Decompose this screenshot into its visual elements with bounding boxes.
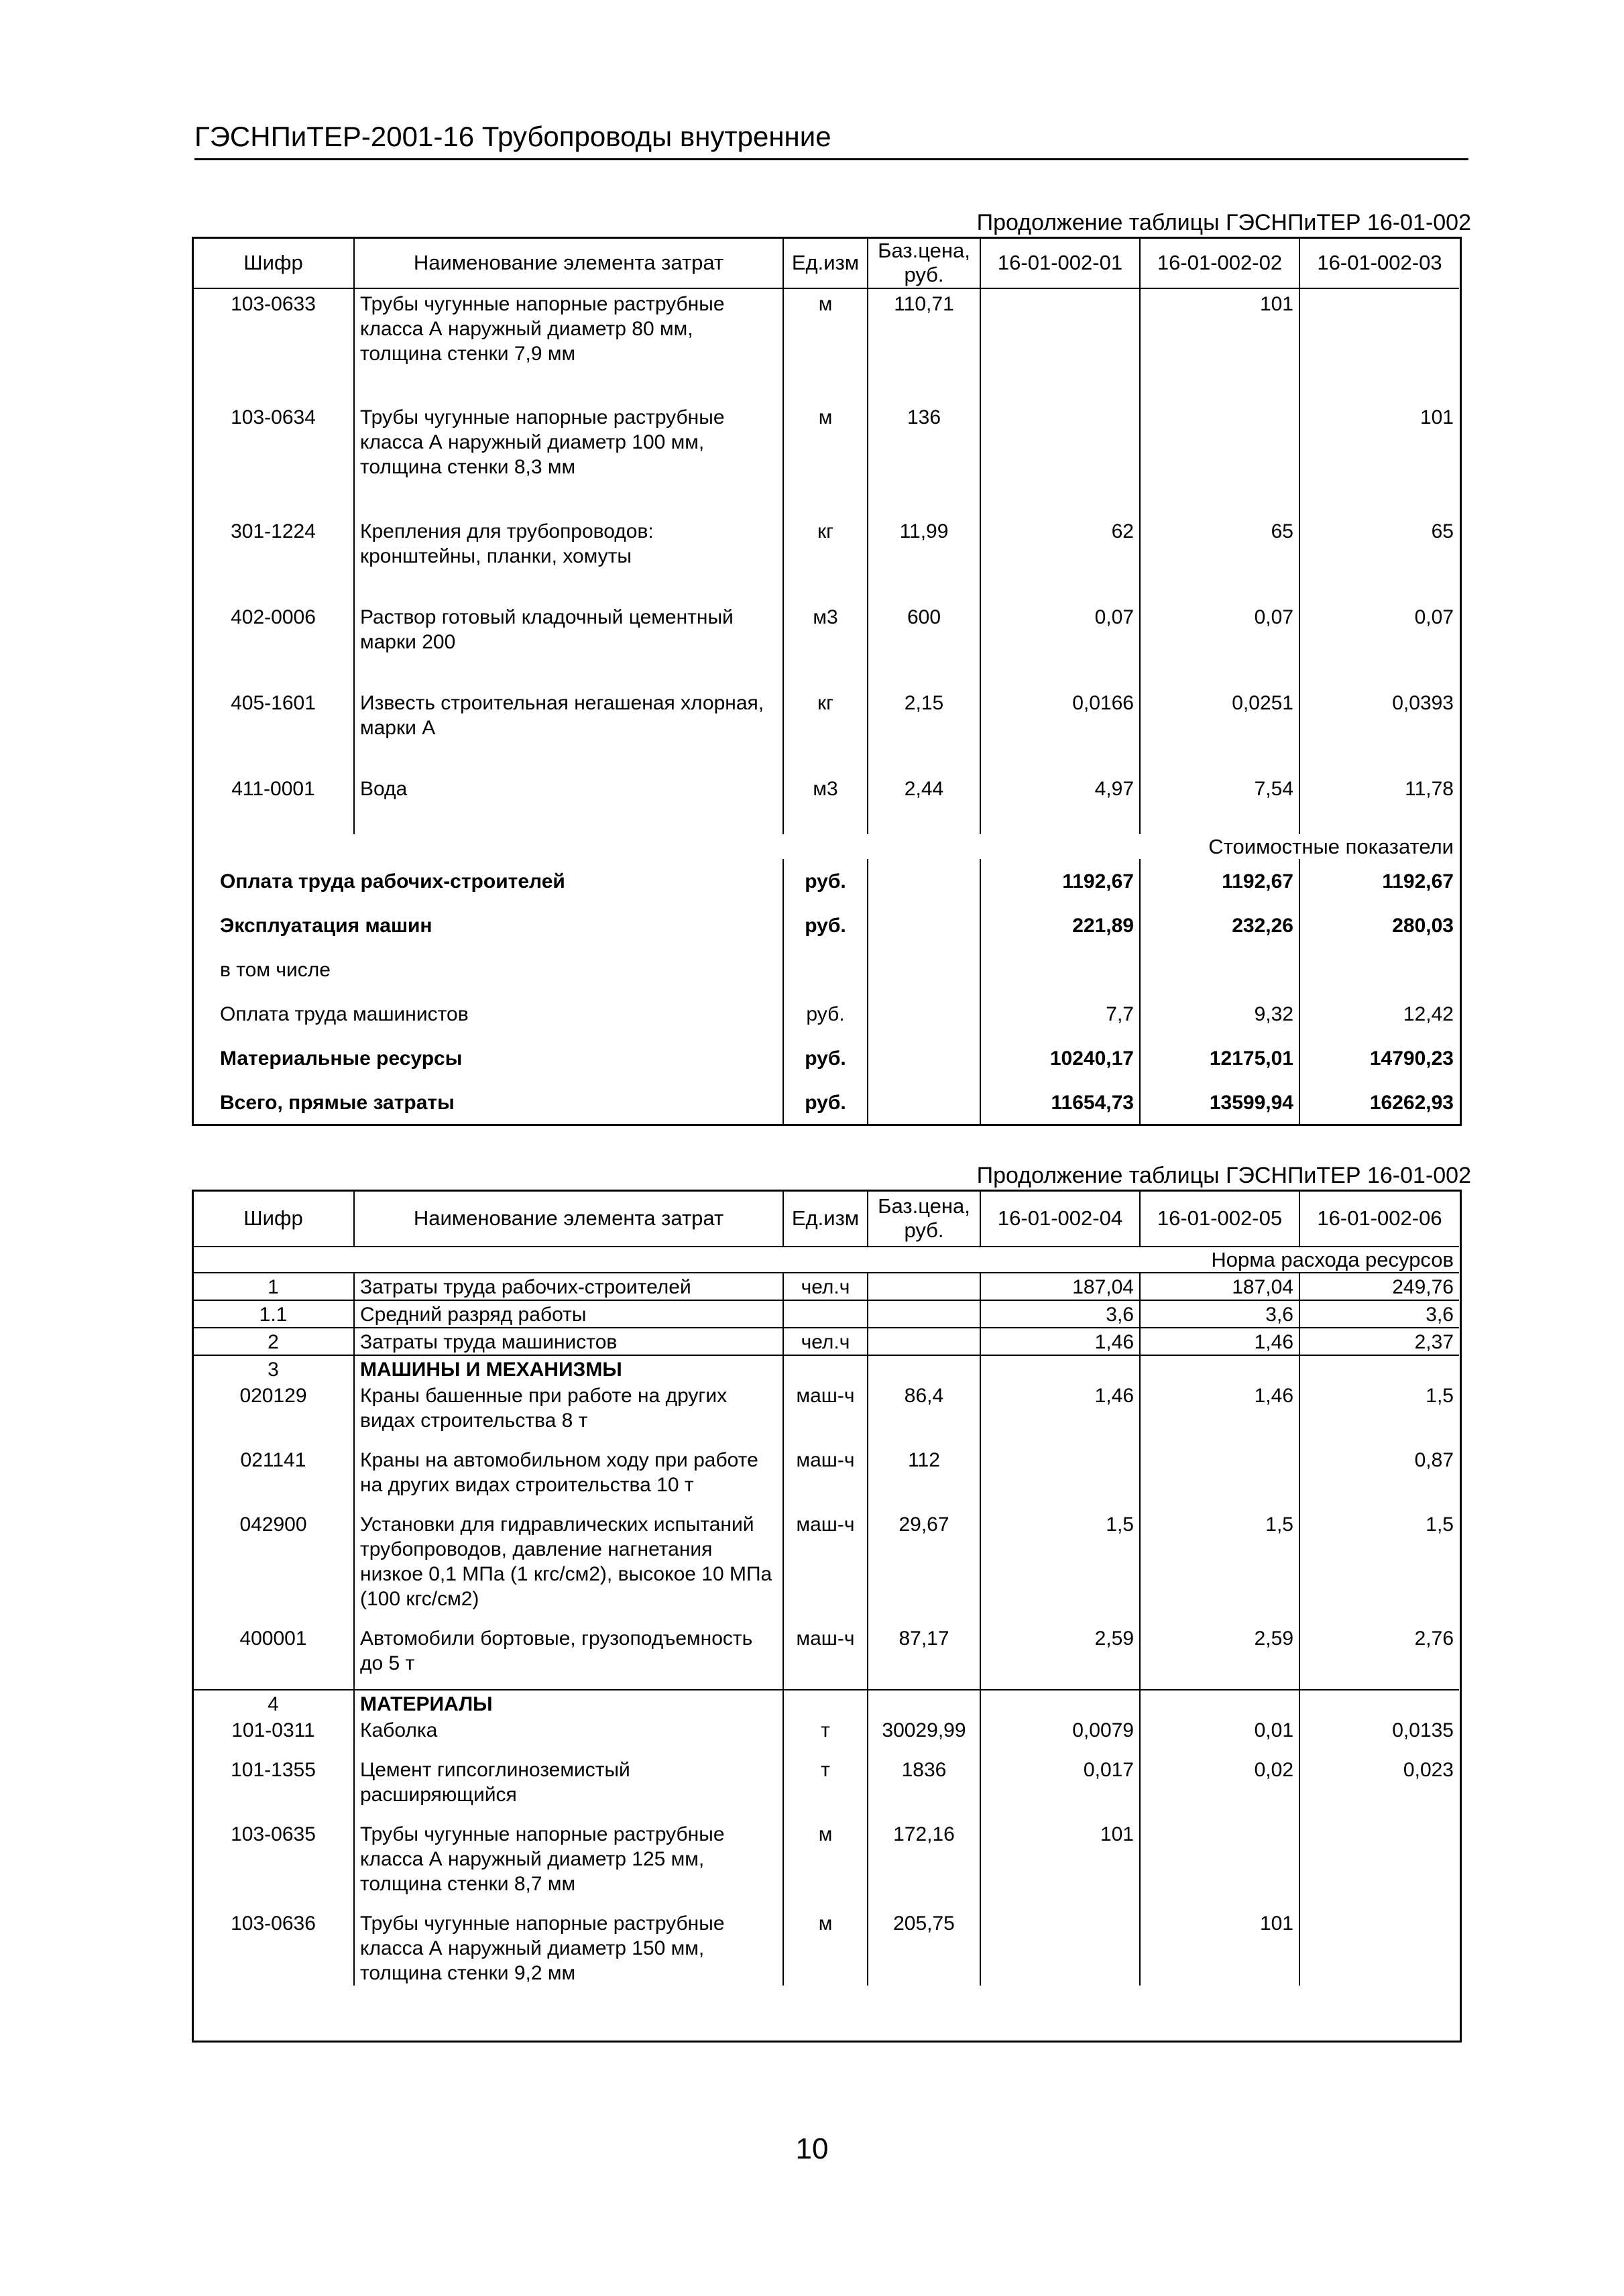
- spacer-cell: [193, 1611, 354, 1625]
- summary-variant-2: 9,32: [1140, 992, 1299, 1036]
- summary-price-empty: [868, 992, 980, 1036]
- spacer-cell: [354, 1896, 783, 1910]
- row-spacer: [193, 1611, 1459, 1625]
- resource-price: 11,99: [868, 516, 980, 602]
- col-name-header: Наименование элемента затрат: [354, 1190, 783, 1247]
- resource-code: 101-0311: [231, 1719, 315, 1741]
- resource-unit: кг: [783, 516, 868, 602]
- table-row: [193, 1717, 1459, 1743]
- resource-price: 87,17: [868, 1625, 980, 1676]
- spacer-cell: [783, 1611, 868, 1625]
- col-price-header: Баз.цена, руб.: [868, 237, 980, 288]
- summary-variant-3: 280,03: [1299, 903, 1459, 948]
- table-row: [193, 1625, 1459, 1676]
- col-variant-4-header: 16-01-002-04: [980, 1190, 1140, 1247]
- value-variant-6: 1,5: [1299, 1382, 1459, 1433]
- col-price-header: Баз.цена, руб.: [868, 1190, 980, 1247]
- resource-code: 1.1: [193, 1300, 354, 1328]
- spacer-cell: [1140, 1807, 1299, 1821]
- table-row: [193, 602, 1459, 688]
- value-variant-5: 101: [1140, 1910, 1299, 1986]
- value-variant-1: 4,97: [980, 774, 1140, 834]
- spacer-cell: [193, 1807, 354, 1821]
- resource-code: 4: [193, 1690, 354, 1717]
- col-variant-1-header: 16-01-002-01: [980, 237, 1140, 288]
- resource-price: 2,44: [868, 774, 980, 834]
- row-spacer: [193, 1896, 1459, 1910]
- resource-price: 112: [868, 1446, 980, 1497]
- resource-name: Трубы чугунные напорные раструбные класса А наружный диаметр 150 мм, толщина стенки 9,2 мм: [354, 1910, 783, 1986]
- value-variant-4: 1,46: [980, 1328, 1140, 1355]
- row-spacer: [193, 1676, 1459, 1690]
- resource-table-2: [193, 1190, 1459, 1986]
- resource-name: Трубы чугунные напорные раструбные класса А наружный диаметр 125 мм, толщина стенки 8,7 мм: [354, 1821, 783, 1896]
- value-variant-3: 11,78: [1299, 774, 1459, 834]
- spacer-cell: [868, 1611, 980, 1625]
- spacer-cell: [193, 1896, 354, 1910]
- summary-variant-2: 1192,67: [1140, 859, 1299, 903]
- value-variant-5: 1,46: [1140, 1382, 1299, 1433]
- section-band-label: Стоимостные показатели: [1208, 835, 1454, 858]
- resource-price: [868, 1300, 980, 1328]
- spacer-cell: [1140, 1497, 1299, 1511]
- row-spacer: [193, 1497, 1459, 1511]
- value-variant-6: 249,76: [1299, 1273, 1459, 1300]
- resource-price: 1836: [868, 1756, 980, 1807]
- summary-variant-2: 232,26: [1140, 903, 1299, 948]
- resource-code: 301-1224: [231, 520, 316, 542]
- summary-row: [193, 1036, 1459, 1080]
- spacer-cell: [868, 1896, 980, 1910]
- resource-name: Известь строительная негашеная хлорная, марки А: [354, 688, 783, 774]
- value-variant-4: 1,46: [980, 1382, 1140, 1433]
- spacer-cell: [193, 1433, 354, 1446]
- resource-name: Трубы чугунные напорные раструбные класса А наружный диаметр 80 мм, толщина стенки 7,9 мм: [354, 288, 783, 402]
- table-row: [193, 516, 1459, 602]
- value-variant-3: 65: [1299, 516, 1459, 602]
- summary-variant-1: 7,7: [980, 992, 1140, 1036]
- resource-price: [868, 1690, 980, 1717]
- spacer-cell: [783, 1807, 868, 1821]
- resource-name: Автомобили бортовые, грузоподъемность до 5 т: [354, 1625, 783, 1676]
- resource-unit: м: [783, 402, 868, 516]
- summary-name: Эксплуатация машин: [220, 914, 432, 937]
- value-variant-2: 0,0251: [1140, 688, 1299, 774]
- spacer-cell: [980, 1743, 1140, 1756]
- spacer-cell: [1299, 1433, 1459, 1446]
- spacer-cell: [1140, 1611, 1299, 1625]
- value-variant-1: 62: [980, 516, 1140, 602]
- table1-caption: Продолжение таблицы ГЭСНПиТЕР 16-01-002: [976, 210, 1471, 235]
- value-variant-2: [1140, 402, 1299, 516]
- value-variant-3: 0,0393: [1299, 688, 1459, 774]
- value-variant-4: [980, 1355, 1140, 1382]
- summary-variant-3: 14790,23: [1299, 1036, 1459, 1080]
- value-variant-5: 187,04: [1140, 1273, 1299, 1300]
- summary-variant-3: 16262,93: [1299, 1080, 1459, 1125]
- summary-variant-1: 11654,73: [980, 1080, 1140, 1125]
- value-variant-6: 0,87: [1299, 1446, 1459, 1497]
- value-variant-6: 3,6: [1299, 1300, 1459, 1328]
- col-name-header: Наименование элемента затрат: [354, 237, 783, 288]
- table-row: [193, 1821, 1459, 1896]
- value-variant-4: 0,017: [980, 1756, 1140, 1807]
- table-row: [193, 1511, 1459, 1611]
- resource-unit: м: [783, 288, 868, 402]
- summary-name: Всего, прямые затраты: [220, 1091, 455, 1114]
- table-row: [193, 1355, 1459, 1382]
- value-variant-5: 1,5: [1140, 1511, 1299, 1611]
- value-variant-4: [980, 1690, 1140, 1717]
- resource-table-1: [193, 237, 1459, 1125]
- spacer-cell: [1299, 1611, 1459, 1625]
- value-variant-3: [1299, 288, 1459, 402]
- value-variant-5: 1,46: [1140, 1328, 1299, 1355]
- table-row: [193, 688, 1459, 774]
- resource-code: 402-0006: [231, 606, 316, 628]
- section-band: [193, 1247, 1459, 1273]
- col-unit-header: Ед.изм: [783, 1190, 868, 1247]
- value-variant-1: [980, 402, 1140, 516]
- resource-price: 2,15: [868, 688, 980, 774]
- resource-code: 405-1601: [231, 692, 316, 714]
- value-variant-6: 2,76: [1299, 1625, 1459, 1676]
- spacer-cell: [868, 1676, 980, 1690]
- value-variant-4: [980, 1446, 1140, 1497]
- spacer-cell: [868, 1807, 980, 1821]
- resource-code: 411-0001: [231, 778, 315, 800]
- resource-unit: чел.ч: [783, 1273, 868, 1300]
- summary-variant-1: [980, 948, 1140, 992]
- resource-unit: маш-ч: [783, 1625, 868, 1676]
- spacer-cell: [193, 1497, 354, 1511]
- spacer-cell: [1299, 1807, 1459, 1821]
- table1-header-row: [193, 237, 1459, 288]
- header-title: ГЭСНПиТЕР-2001-16 Трубопроводы внутренние: [194, 121, 831, 152]
- spacer-cell: [1299, 1676, 1459, 1690]
- resource-price: 29,67: [868, 1511, 980, 1611]
- resource-price: 30029,99: [868, 1717, 980, 1743]
- value-variant-6: 0,0135: [1299, 1717, 1459, 1743]
- summary-row: [193, 903, 1459, 948]
- resource-unit: т: [783, 1717, 868, 1743]
- summary-variant-3: [1299, 948, 1459, 992]
- resource-unit: т: [783, 1756, 868, 1807]
- summary-name: Оплата труда рабочих-строителей: [220, 870, 565, 893]
- resource-name: Затраты труда машинистов: [354, 1328, 783, 1355]
- spacer-cell: [980, 1611, 1140, 1625]
- value-variant-2: 0,07: [1140, 602, 1299, 688]
- spacer-cell: [1140, 1896, 1299, 1910]
- resource-name: Установки для гидравлических испытаний трубопроводов, давление нагнетания низкое 0,1 МПа (1 кгс/см2), высокое 10 МПа (100 кгс/см2): [354, 1511, 783, 1611]
- spacer-cell: [1140, 1743, 1299, 1756]
- resource-price: 86,4: [868, 1382, 980, 1433]
- value-variant-3: 101: [1299, 402, 1459, 516]
- row-spacer: [193, 1433, 1459, 1446]
- col-variant-5-header: 16-01-002-05: [1140, 1190, 1299, 1247]
- value-variant-6: [1299, 1355, 1459, 1382]
- table-row: [193, 1690, 1459, 1717]
- table-row: [193, 1300, 1459, 1328]
- resource-name: Затраты труда рабочих-строителей: [354, 1273, 783, 1300]
- value-variant-5: [1140, 1821, 1299, 1896]
- resource-code: 3: [193, 1355, 354, 1382]
- value-variant-5: [1140, 1690, 1299, 1717]
- col-variant-6-header: 16-01-002-06: [1299, 1190, 1459, 1247]
- spacer-cell: [783, 1433, 868, 1446]
- resource-code: 021141: [240, 1449, 306, 1471]
- value-variant-5: [1140, 1446, 1299, 1497]
- table-row: [193, 1328, 1459, 1355]
- summary-price-empty: [868, 948, 980, 992]
- value-variant-4: 0,0079: [980, 1717, 1140, 1743]
- table-row: [193, 402, 1459, 516]
- resource-name: Краны башенные при работе на других видах строительства 8 т: [354, 1382, 783, 1433]
- summary-unit: [783, 948, 868, 992]
- value-variant-6: [1299, 1821, 1459, 1896]
- resource-name: Краны на автомобильном ходу при работе на других видах строительства 10 т: [354, 1446, 783, 1497]
- spacer-cell: [783, 1676, 868, 1690]
- resource-price: 136: [868, 402, 980, 516]
- col-variant-3-header: 16-01-002-03: [1299, 237, 1459, 288]
- resource-name: Каболка: [354, 1717, 783, 1743]
- resource-price: 110,71: [868, 288, 980, 402]
- summary-name: Оплата труда машинистов: [220, 1002, 469, 1025]
- resource-name: Трубы чугунные напорные раструбные класса А наружный диаметр 100 мм, толщина стенки 8,3 мм: [354, 402, 783, 516]
- resource-name: Средний разряд работы: [354, 1300, 783, 1328]
- spacer-cell: [980, 1497, 1140, 1511]
- resource-name: Крепления для трубопроводов: кронштейны, планки, хомуты: [354, 516, 783, 602]
- resource-name: МАШИНЫ И МЕХАНИЗМЫ: [354, 1355, 783, 1382]
- spacer-cell: [980, 1896, 1140, 1910]
- summary-row: [193, 992, 1459, 1036]
- spacer-cell: [354, 1743, 783, 1756]
- resource-price: [868, 1328, 980, 1355]
- value-variant-4: 101: [980, 1821, 1140, 1896]
- resource-unit: м: [783, 1910, 868, 1986]
- resource-unit: маш-ч: [783, 1511, 868, 1611]
- resource-price: [868, 1273, 980, 1300]
- resource-unit: маш-ч: [783, 1446, 868, 1497]
- spacer-cell: [193, 1676, 354, 1690]
- resource-unit: [783, 1355, 868, 1382]
- resource-name: МАТЕРИАЛЫ: [354, 1690, 783, 1717]
- spacer-cell: [354, 1807, 783, 1821]
- section-band-label: Норма расхода ресурсов: [1211, 1248, 1454, 1271]
- summary-unit: руб.: [783, 903, 868, 948]
- resource-unit: чел.ч: [783, 1328, 868, 1355]
- spacer-cell: [868, 1497, 980, 1511]
- value-variant-5: 2,59: [1140, 1625, 1299, 1676]
- spacer-cell: [193, 1743, 354, 1756]
- summary-variant-1: 1192,67: [980, 859, 1140, 903]
- summary-variant-1: 10240,17: [980, 1036, 1140, 1080]
- resource-code: 103-0635: [231, 1823, 316, 1845]
- value-variant-1: 0,0166: [980, 688, 1140, 774]
- resource-unit: кг: [783, 688, 868, 774]
- spacer-cell: [354, 1433, 783, 1446]
- value-variant-5: [1140, 1355, 1299, 1382]
- spacer-cell: [868, 1433, 980, 1446]
- spacer-cell: [783, 1896, 868, 1910]
- resource-code: 1: [193, 1273, 354, 1300]
- spacer-cell: [783, 1743, 868, 1756]
- table-row: [193, 1382, 1459, 1433]
- spacer-cell: [1299, 1896, 1459, 1910]
- value-variant-4: 187,04: [980, 1273, 1140, 1300]
- value-variant-6: 1,5: [1299, 1511, 1459, 1611]
- document-header: [194, 119, 1468, 154]
- table-row: [193, 1756, 1459, 1807]
- value-variant-2: 65: [1140, 516, 1299, 602]
- summary-variant-2: 12175,01: [1140, 1036, 1299, 1080]
- spacer-cell: [1140, 1433, 1299, 1446]
- summary-variant-3: 12,42: [1299, 992, 1459, 1036]
- summary-price-empty: [868, 903, 980, 948]
- resource-code: 103-0633: [231, 293, 316, 315]
- table2-caption: Продолжение таблицы ГЭСНПиТЕР 16-01-002: [976, 1163, 1471, 1188]
- value-variant-4: 2,59: [980, 1625, 1140, 1676]
- spacer-cell: [1299, 1743, 1459, 1756]
- resource-code: 103-0634: [231, 406, 316, 428]
- page-number: 10: [795, 2132, 829, 2165]
- spacer-cell: [354, 1611, 783, 1625]
- summary-variant-2: [1140, 948, 1299, 992]
- summary-variant-3: 1192,67: [1299, 859, 1459, 903]
- resource-code: 020129: [239, 1385, 307, 1407]
- row-spacer: [193, 1743, 1459, 1756]
- summary-price-empty: [868, 859, 980, 903]
- resource-unit: маш-ч: [783, 1382, 868, 1433]
- value-variant-2: 101: [1140, 288, 1299, 402]
- summary-unit: руб.: [783, 1036, 868, 1080]
- summary-variant-2: 13599,94: [1140, 1080, 1299, 1125]
- row-spacer: [193, 1807, 1459, 1821]
- value-variant-6: 2,37: [1299, 1328, 1459, 1355]
- spacer-cell: [354, 1497, 783, 1511]
- resource-code: 042900: [239, 1513, 307, 1536]
- spacer-cell: [783, 1497, 868, 1511]
- col-variant-2-header: 16-01-002-02: [1140, 237, 1299, 288]
- value-variant-5: 0,01: [1140, 1717, 1299, 1743]
- resource-unit: м3: [783, 774, 868, 834]
- summary-variant-1: 221,89: [980, 903, 1140, 948]
- resource-price: 600: [868, 602, 980, 688]
- value-variant-4: 1,5: [980, 1511, 1140, 1611]
- header-rule: [194, 158, 1468, 160]
- table-row: [193, 1273, 1459, 1300]
- summary-row: [193, 1080, 1459, 1125]
- spacer-cell: [1140, 1676, 1299, 1690]
- table-row: [193, 1446, 1459, 1497]
- spacer-cell: [1299, 1497, 1459, 1511]
- summary-row: [193, 859, 1459, 903]
- resource-unit: м3: [783, 602, 868, 688]
- section-band: [193, 834, 1459, 859]
- resource-price: [868, 1355, 980, 1382]
- resource-code: 400001: [239, 1627, 307, 1650]
- value-variant-4: [980, 1910, 1140, 1986]
- summary-unit: руб.: [783, 1080, 868, 1125]
- value-variant-1: [980, 288, 1140, 402]
- value-variant-4: 3,6: [980, 1300, 1140, 1328]
- summary-row: [193, 948, 1459, 992]
- value-variant-2: 7,54: [1140, 774, 1299, 834]
- col-unit-header: Ед.изм: [783, 237, 868, 288]
- summary-unit: руб.: [783, 992, 868, 1036]
- value-variant-5: 0,02: [1140, 1756, 1299, 1807]
- resource-code: 2: [193, 1328, 354, 1355]
- value-variant-5: 3,6: [1140, 1300, 1299, 1328]
- resource-unit: [783, 1690, 868, 1717]
- resource-unit: м: [783, 1821, 868, 1896]
- spacer-cell: [980, 1807, 1140, 1821]
- spacer-cell: [868, 1743, 980, 1756]
- table-row: [193, 774, 1459, 834]
- table2-header-row: [193, 1190, 1459, 1247]
- resource-code: 101-1355: [231, 1759, 316, 1781]
- resource-unit: [783, 1300, 868, 1328]
- resource-price: 172,16: [868, 1821, 980, 1896]
- summary-name: в том числе: [220, 958, 331, 981]
- spacer-cell: [980, 1676, 1140, 1690]
- value-variant-1: 0,07: [980, 602, 1140, 688]
- col-code-header: Шифр: [193, 237, 354, 288]
- spacer-cell: [354, 1676, 783, 1690]
- summary-name: Материальные ресурсы: [220, 1047, 463, 1070]
- col-code-header: Шифр: [193, 1190, 354, 1247]
- value-variant-6: [1299, 1690, 1459, 1717]
- table-row: [193, 288, 1459, 402]
- resource-name: Раствор готовый кладочный цементный марки 200: [354, 602, 783, 688]
- value-variant-6: [1299, 1910, 1459, 1986]
- summary-unit: руб.: [783, 859, 868, 903]
- summary-price-empty: [868, 1036, 980, 1080]
- spacer-cell: [980, 1433, 1140, 1446]
- value-variant-6: 0,023: [1299, 1756, 1459, 1807]
- resource-code: 103-0636: [231, 1912, 316, 1935]
- table-row: [193, 1910, 1459, 1986]
- value-variant-3: 0,07: [1299, 602, 1459, 688]
- resource-name: Цемент гипсоглиноземистый расширяющийся: [354, 1756, 783, 1807]
- resource-price: 205,75: [868, 1910, 980, 1986]
- resource-name: Вода: [354, 774, 783, 834]
- summary-price-empty: [868, 1080, 980, 1125]
